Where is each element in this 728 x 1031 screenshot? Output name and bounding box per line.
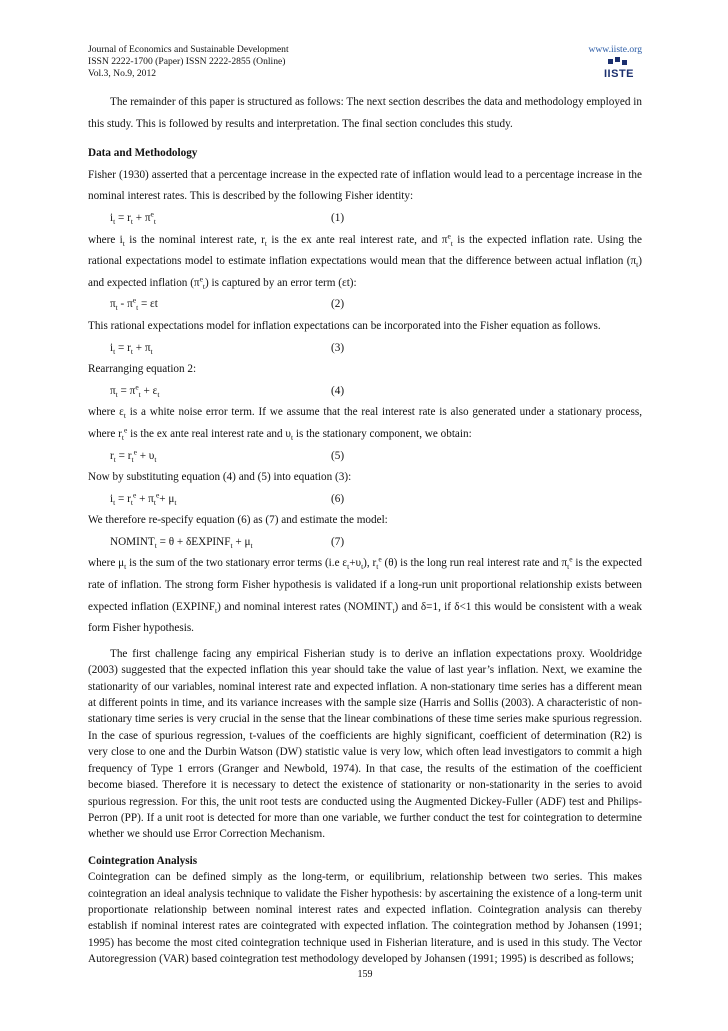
equation-5: $r_t = r_t^e + \upsilon_t$ (5) [88,446,642,468]
equation-number: (2) [331,298,345,311]
paragraph-respecify: We therefore re-specify equation (6) as (7) and estimate the model: [88,514,388,527]
journal-info [88,44,289,80]
journal-url-link[interactable]: www.iiste.org [588,44,642,55]
equation-number: (7) [331,535,345,548]
equation-2: $\pi_t - \pi^e_t = \varepsilon t$ (2) [88,294,642,316]
paragraph-first-challenge: The first challenge facing any empirical Fisherian study is to derive an inflation expectations proxy. Wooldridge (2003) suggested that the expected inflation this year should take the value of last year’s inflation. Next, we examine the stationarity of our variables, nominal interest rate and expected inflation. A non-stationary time series has a different mean at different points in time, and its variance increases with the sample size (Harris and Sollis (2003). A characteristic of non-stationary time series is very crucial in the sense that the linear combinations of these time series make spurious regression. In the case of spurious regression, t-values of the coefficients are highly significant, coefficient of determination (R2) is very close to one and the Durbin Watson (DW) statistic value is very low, which often lead investigators to commit a high frequency of Type 1 errors (Granger and Newbold, 1974). In that case, the results of the estimation of the coefficient become biased. Therefore it is necessary to detect the existence of stationarity or non-stationarity in the series to avoid spurious regression. For this, the unit root tests are conducted using the Augmented Dickey-Fuller (ADF) test and Philips-Perron (PP). If a unit root is detected for more than one variable, we further conduct the test for cointegration to determine whether we should use Error Correction Mechanism. [88,647,642,841]
equation-number: (1) [331,211,345,224]
paragraph-rearranging: Rearranging equation 2: [88,363,197,376]
section-heading-cointegration: Cointegration Analysis [88,854,198,867]
equation-number: (5) [331,449,345,462]
equation-number: (6) [331,492,345,505]
iiste-logo-icon [604,57,635,81]
paragraph-white-noise: where $\varepsilon_t$ is a white noise error term. If we assume that the real interest rate is also generated under a stationary process, where $r_t^e$ is the ex ante real interest rate and $\upsilon_t$ is the stationary component, we obtain: [88,406,642,443]
paragraph-stationary-errors: where $\mu_t$ is the sum of the two stationary error terms (i.e $\varepsilon_t+\upsilon_t$), $r_t^e$ (θ) is the long run real interest rate and $\pi_t^e$ is the expected rate of inflation. The strong form Fisher hypothesis is validated if a long-run unit proportional relationship exists between expected inflation $(EXPINF_t)$ and nominal interest rates $(NOMINT_t)$ and δ=1, if δ<1 this would be consistent with a weak form Fisher hypothesis. [88,554,642,635]
paragraph-rational-expectations: This rational expectations model for inflation expectations can be incorporated into the Fisher equation as follows. [88,319,601,332]
section-heading-data-methodology: Data and Methodology [88,147,198,160]
paper-page [88,44,642,980]
page-number: 159 [357,969,373,980]
journal-volume: Vol.3, No.9, 2012 [88,68,157,79]
equation-6: $i_t = r_t^e + \pi_t^e+ \mu_t$ (6) [88,489,642,511]
paragraph-cointegration: Cointegration can be defined simply as the long-term, or equilibrium, relationship between two series. This makes cointegration an ideal analysis technique to validate the Fisher hypothesis: by ascertaining the existence of a long-term unit proportionate relationship between nominal interest rates and expected inflation. Cointegration analysis can thereby establish if nominal interest rates are cointegrated with expected inflation. The cointegration method by Johansen (1991; 1995) has become the most cited cointegration technique used in Fisherian literature, and is used in this study. The Vector Autoregression (VAR) based cointegration test methodology developed by Johansen (1991; 1995) is described as follows; [88,871,642,966]
equation-1: $i_t = r_t + \pi^e_t$ (1) [88,208,642,230]
paragraph-fisher-1930: Fisher (1930) asserted that a percentage increase in the expected rate of inflation would lead to a percentage increase in the nominal interest rates. This is described by the following Fisher identity: [88,168,642,203]
equation-7: $NOMINT_t = \theta$ + δEXPINF$_t$ + $\mu_t$ (7) [88,532,642,554]
equation-number: (4) [331,384,345,397]
journal-title: Journal of Economics and Sustainable Development [88,44,289,55]
intro-paragraph: The remainder of this paper is structured as follows: The next section describes the data and methodology employed in this study. This is followed by results and interpretation. The final section concludes this study. [88,96,642,130]
journal-header [88,44,642,84]
paper-body [88,92,642,968]
equation-4: $\pi_t = \pi^e_t + \varepsilon_t$ (4) [88,381,642,403]
paragraph-where-nominal: where $i_t$ is the nominal interest rate, $r_t$ is the ex ante real interest rate, and $\pi^e_t$ is the expected inflation rate. Using the rational expectations model to estimate inflation expectations would mean that the difference between actual inflation $(\pi_t)$ and expected inflation $(\pi^e_t)$ is captured by an error term (εt): [88,230,642,291]
journal-issn: ISSN 2222-1700 (Paper) ISSN 2222-2855 (Online) [88,56,286,67]
equation-number: (3) [331,341,345,354]
equation-3: $i_t = r_t + \pi_t$ (3) [88,338,642,360]
logo-text: IISTE [604,68,635,80]
paragraph-substituting: Now by substituting equation (4) and (5) into equation (3): [88,471,352,484]
